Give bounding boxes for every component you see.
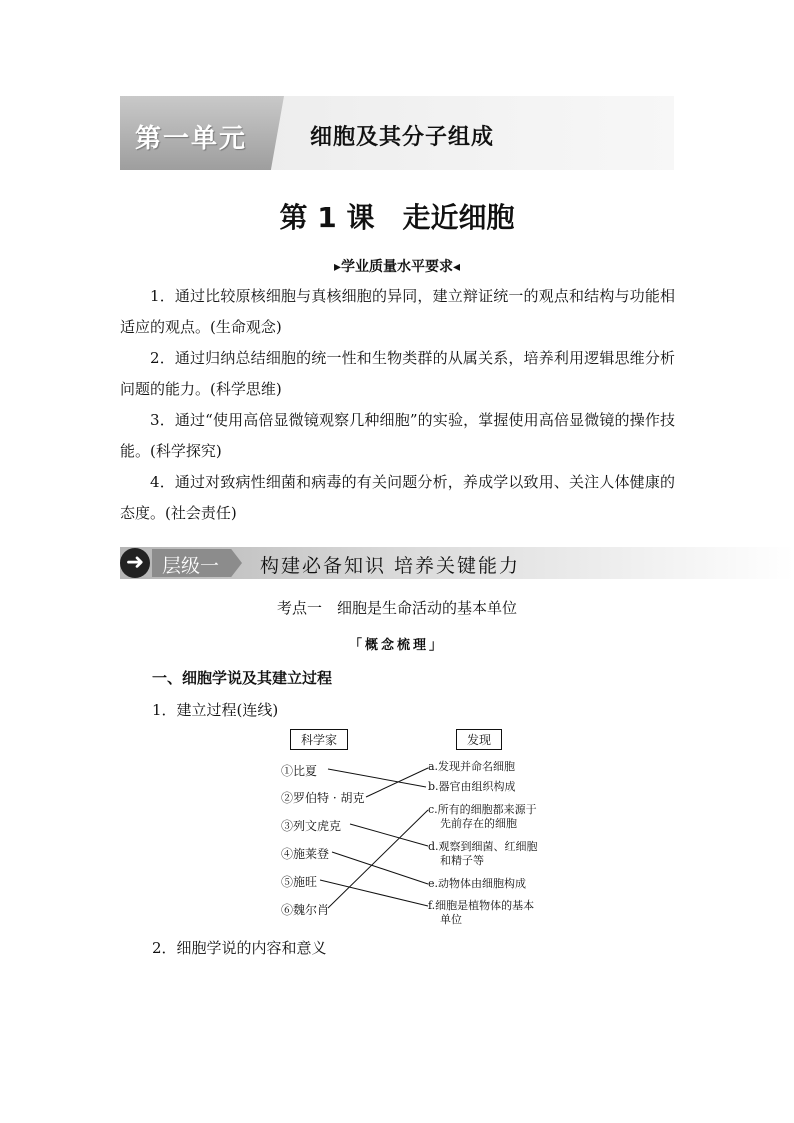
finding-item: b.器官由组织构成	[428, 780, 516, 793]
lesson-title: 第 1 课 走近细胞	[279, 201, 515, 234]
subsection-heading: 1．建立过程(连线)	[152, 701, 279, 719]
matching-line	[320, 880, 428, 906]
scientist-item: ①比夏	[281, 764, 318, 778]
matching-line	[328, 810, 428, 908]
matching-line	[366, 768, 428, 797]
finding-item: f.细胞是植物体的基本 单位	[428, 899, 535, 926]
section-heading: 一、细胞学说及其建立过程	[152, 669, 333, 687]
arrow-right-icon: ➜	[125, 550, 145, 575]
topic-heading: 考点一 细胞是生命活动的基本单位	[276, 599, 517, 617]
finding-header: 发现	[456, 729, 502, 750]
finding-item: a.发现并命名细胞	[428, 760, 516, 773]
concept-heading: 「概念梳理」	[348, 638, 445, 653]
subsection-heading: 2．细胞学说的内容和意义	[152, 939, 327, 957]
finding-item: c.所有的细胞都来源于 先前存在的细胞	[428, 803, 537, 830]
scientist-item: ③列文虎克	[281, 819, 342, 833]
quality-heading: ▸学业质量水平要求◂	[333, 259, 461, 275]
level-title: 构建必备知识 培养关键能力	[260, 555, 521, 577]
scientist-header: 科学家	[290, 729, 348, 750]
unit-tab-label: 第一单元	[135, 124, 248, 154]
scientist-item: ⑤施旺	[281, 875, 318, 889]
finding-item: d.观察到细菌、红细胞 和精子等	[428, 840, 538, 867]
matching-line	[350, 824, 428, 846]
requirement-item: 1．通过比较原核细胞与真核细胞的异同，建立辩证统一的观点和结构与功能相适应的观点。(生命观念)	[120, 287, 675, 336]
requirement-item: 2．通过归纳总结细胞的统一性和生物类群的从属关系，培养利用逻辑思维分析问题的能力。(科学思维)	[120, 349, 675, 398]
finding-item: e.动物体由细胞构成	[428, 877, 527, 890]
scientist-item: ②罗伯特 · 胡克	[281, 791, 365, 805]
scientist-item: ⑥魏尔肖	[281, 903, 330, 917]
scientist-item: ④施莱登	[281, 847, 330, 861]
unit-title: 细胞及其分子组成	[310, 124, 495, 150]
matching-line	[328, 769, 426, 787]
requirement-item: 3．通过“使用高倍显微镜观察几种细胞”的实验，掌握使用高倍显微镜的操作技能。(科学探究)	[120, 411, 675, 460]
requirement-item: 4．通过对致病性细菌和病毒的有关问题分析，养成学以致用、关注人体健康的态度。(社会责任)	[120, 473, 675, 522]
level-tab-label: 层级一	[162, 555, 220, 577]
